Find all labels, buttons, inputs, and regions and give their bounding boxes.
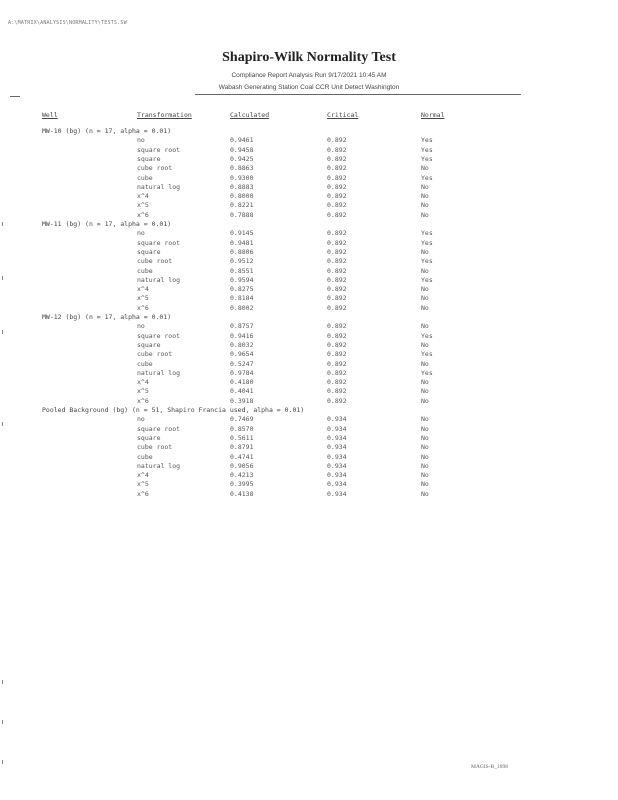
table-row [0, 229, 618, 238]
cell-critical: 0.892 [327, 387, 347, 396]
cell-transformation: x^4 [137, 192, 149, 201]
cell-critical: 0.934 [327, 480, 347, 489]
cell-calculated: 0.9300 [230, 173, 254, 182]
cell-critical: 0.892 [327, 359, 347, 368]
cell-calculated: 0.8757 [230, 322, 254, 331]
table-row [0, 490, 618, 499]
table-row [0, 369, 618, 378]
cell-critical: 0.892 [327, 396, 347, 405]
cell-critical: 0.892 [327, 229, 347, 238]
cell-critical: 0.892 [327, 173, 347, 182]
cell-calculated: 0.4138 [230, 489, 254, 498]
cell-normal: No [421, 489, 429, 498]
cell-calculated: 0.9512 [230, 257, 254, 266]
cell-normal: Yes [421, 257, 433, 266]
cell-transformation: cube root [137, 164, 173, 173]
table-row [0, 285, 618, 294]
cell-critical: 0.892 [327, 136, 347, 145]
cell-calculated: 0.8883 [230, 182, 254, 191]
cell-critical: 0.934 [327, 415, 347, 424]
cell-normal: No [421, 387, 429, 396]
cell-transformation: square [137, 433, 161, 442]
cell-calculated: 0.8275 [230, 285, 254, 294]
cell-normal: No [421, 182, 429, 191]
cell-normal: Yes [421, 350, 433, 359]
cell-calculated: 0.9425 [230, 154, 254, 163]
cell-critical: 0.892 [327, 275, 347, 284]
cell-critical: 0.892 [327, 303, 347, 312]
cell-transformation: x^4 [137, 378, 149, 387]
cell-calculated: 0.7888 [230, 210, 254, 219]
table-row [0, 239, 618, 248]
cell-normal: No [421, 378, 429, 387]
margin-mark [2, 760, 3, 764]
cell-normal: Yes [421, 229, 433, 238]
cell-transformation: no [137, 322, 145, 331]
table-row [0, 462, 618, 471]
cell-normal: No [421, 294, 429, 303]
cell-transformation: cube [137, 173, 153, 182]
cell-calculated: 0.8551 [230, 266, 254, 275]
cell-critical: 0.892 [327, 285, 347, 294]
table-row [0, 201, 618, 210]
cell-normal: No [421, 164, 429, 173]
cell-transformation: cube root [137, 257, 173, 266]
table-row [0, 192, 618, 201]
cell-calculated: 0.7469 [230, 415, 254, 424]
margin-mark [2, 720, 3, 724]
cell-calculated: 0.8806 [230, 247, 254, 256]
cell-calculated: 0.8863 [230, 164, 254, 173]
column-header-well: Well [42, 111, 58, 119]
cell-critical: 0.892 [327, 247, 347, 256]
cell-critical: 0.892 [327, 145, 347, 154]
cell-normal: No [421, 210, 429, 219]
cell-normal: No [421, 471, 429, 480]
cell-calculated: 0.9056 [230, 461, 254, 470]
table-row [0, 471, 618, 480]
report-subtitle-2: Wabash Generating Station Coal CCR Unit Detect Washington [218, 84, 400, 91]
cell-calculated: 0.4041 [230, 387, 254, 396]
cell-calculated: 0.4180 [230, 378, 254, 387]
cell-critical: 0.934 [327, 452, 347, 461]
cell-calculated: 0.8791 [230, 443, 254, 452]
cell-normal: No [421, 433, 429, 442]
table-row [0, 276, 618, 285]
margin-mark [2, 422, 3, 426]
cell-critical: 0.892 [327, 192, 347, 201]
table-row [0, 322, 618, 331]
cell-transformation: square [137, 247, 161, 256]
cell-transformation: natural log [137, 368, 181, 377]
cell-normal: Yes [421, 145, 433, 154]
cell-calculated: 0.9654 [230, 350, 254, 359]
cell-normal: No [421, 424, 429, 433]
cell-calculated: 0.4213 [230, 471, 254, 480]
cell-transformation: cube [137, 452, 153, 461]
table-row [0, 136, 618, 145]
cell-transformation: no [137, 415, 145, 424]
cell-calculated: 0.9594 [230, 275, 254, 284]
cell-transformation: cube [137, 266, 153, 275]
cell-critical: 0.892 [327, 331, 347, 340]
cell-critical: 0.892 [327, 238, 347, 247]
cell-transformation: natural log [137, 182, 181, 191]
margin-tick [10, 96, 20, 97]
cell-normal: No [421, 461, 429, 470]
margin-mark [2, 680, 3, 684]
table-row [0, 378, 618, 387]
header-divider [195, 94, 521, 95]
cell-normal: No [421, 303, 429, 312]
table-row [0, 415, 618, 424]
cell-critical: 0.934 [327, 433, 347, 442]
group-label: MW-10 (bg) (n = 17, alpha = 0.01) [42, 127, 172, 135]
column-header-critical: Critical [327, 111, 359, 119]
cell-calculated: 0.8000 [230, 192, 254, 201]
cell-critical: 0.892 [327, 322, 347, 331]
cell-transformation: cube root [137, 443, 173, 452]
cell-transformation: square root [137, 331, 181, 340]
cell-normal: Yes [421, 136, 433, 145]
cell-normal: Yes [421, 331, 433, 340]
cell-critical: 0.892 [327, 210, 347, 219]
table-row [0, 443, 618, 452]
cell-calculated: 0.9461 [230, 136, 254, 145]
table-row [0, 480, 618, 489]
table-row [0, 211, 618, 220]
cell-critical: 0.892 [327, 164, 347, 173]
group-label: MW-12 (bg) (n = 17, alpha = 0.01) [42, 313, 172, 321]
cell-normal: No [421, 322, 429, 331]
cell-normal: No [421, 192, 429, 201]
cell-transformation: square root [137, 238, 181, 247]
cell-calculated: 0.5247 [230, 359, 254, 368]
cell-normal: Yes [421, 275, 433, 284]
table-row [0, 257, 618, 266]
table-row [0, 350, 618, 359]
table-row [0, 248, 618, 257]
cell-transformation: square [137, 154, 161, 163]
cell-normal: No [421, 452, 429, 461]
cell-normal: No [421, 340, 429, 349]
cell-calculated: 0.5611 [230, 433, 254, 442]
table-row [0, 174, 618, 183]
cell-normal: Yes [421, 154, 433, 163]
table-row [0, 387, 618, 396]
cell-calculated: 0.9458 [230, 145, 254, 154]
table-row [0, 434, 618, 443]
table-row [0, 155, 618, 164]
cell-normal: Yes [421, 238, 433, 247]
cell-calculated: 0.9145 [230, 229, 254, 238]
cell-calculated: 0.3918 [230, 396, 254, 405]
cell-critical: 0.934 [327, 461, 347, 470]
cell-transformation: square root [137, 145, 181, 154]
table-row [0, 146, 618, 155]
table-row [0, 425, 618, 434]
cell-calculated: 0.4741 [230, 452, 254, 461]
cell-normal: Yes [421, 173, 433, 182]
cell-critical: 0.934 [327, 424, 347, 433]
cell-normal: No [421, 480, 429, 489]
table-row [0, 341, 618, 350]
cell-calculated: 0.8032 [230, 340, 254, 349]
cell-transformation: x^5 [137, 201, 149, 210]
cell-critical: 0.892 [327, 340, 347, 349]
cell-transformation: x^5 [137, 294, 149, 303]
document-footer-id: MAGIS-B_1898 [471, 764, 508, 770]
cell-normal: Yes [421, 368, 433, 377]
cell-calculated: 0.8570 [230, 424, 254, 433]
cell-normal: No [421, 443, 429, 452]
table-row [0, 453, 618, 462]
cell-transformation: no [137, 229, 145, 238]
cell-normal: No [421, 266, 429, 275]
table-row [0, 267, 618, 276]
margin-mark [2, 222, 3, 226]
column-header-calculated: Calculated [230, 111, 270, 119]
cell-calculated: 0.8221 [230, 201, 254, 210]
table-row [0, 332, 618, 341]
cell-calculated: 0.9784 [230, 368, 254, 377]
table-row [0, 183, 618, 192]
column-header-normal: Normal [421, 111, 445, 119]
column-header-transformation: Transformation [137, 111, 192, 119]
cell-calculated: 0.9416 [230, 331, 254, 340]
report-subtitle-1: Compliance Report Analysis Run 9/17/2021 10:45 AM [231, 72, 387, 79]
cell-critical: 0.892 [327, 350, 347, 359]
table-row [0, 294, 618, 303]
cell-transformation: x^4 [137, 285, 149, 294]
cell-normal: No [421, 415, 429, 424]
table-row [0, 397, 618, 406]
margin-mark [2, 276, 3, 280]
cell-critical: 0.892 [327, 257, 347, 266]
cell-normal: No [421, 247, 429, 256]
cell-critical: 0.892 [327, 182, 347, 191]
file-path-header: A:\MATRIX\ANALYSIS\NORMALITY\TESTS.SW [8, 20, 127, 26]
cell-transformation: x^6 [137, 396, 149, 405]
cell-transformation: square root [137, 424, 181, 433]
cell-critical: 0.892 [327, 154, 347, 163]
cell-normal: No [421, 396, 429, 405]
cell-transformation: x^6 [137, 489, 149, 498]
table-row [0, 360, 618, 369]
cell-calculated: 0.3995 [230, 480, 254, 489]
cell-transformation: square [137, 340, 161, 349]
cell-calculated: 0.8184 [230, 294, 254, 303]
cell-transformation: x^4 [137, 471, 149, 480]
table-row [0, 304, 618, 313]
cell-transformation: x^6 [137, 210, 149, 219]
cell-critical: 0.892 [327, 266, 347, 275]
group-label: MW-11 (bg) (n = 17, alpha = 0.01) [42, 220, 172, 228]
cell-normal: No [421, 285, 429, 294]
cell-transformation: natural log [137, 461, 181, 470]
cell-transformation: cube [137, 359, 153, 368]
cell-critical: 0.934 [327, 489, 347, 498]
cell-transformation: natural log [137, 275, 181, 284]
cell-calculated: 0.9481 [230, 238, 254, 247]
cell-transformation: x^5 [137, 387, 149, 396]
cell-critical: 0.934 [327, 471, 347, 480]
cell-transformation: x^5 [137, 480, 149, 489]
cell-critical: 0.892 [327, 378, 347, 387]
cell-critical: 0.892 [327, 294, 347, 303]
margin-mark [2, 330, 3, 334]
cell-critical: 0.892 [327, 201, 347, 210]
cell-critical: 0.934 [327, 443, 347, 452]
cell-normal: No [421, 201, 429, 210]
cell-transformation: cube root [137, 350, 173, 359]
cell-normal: No [421, 359, 429, 368]
report-title: Shapiro-Wilk Normality Test [222, 50, 396, 65]
cell-transformation: no [137, 136, 145, 145]
group-label: Pooled Background (bg) (n = 51, Shapiro Francia used, alpha = 0.01) [42, 406, 305, 414]
cell-transformation: x^6 [137, 303, 149, 312]
table-row [0, 164, 618, 173]
cell-calculated: 0.8002 [230, 303, 254, 312]
cell-critical: 0.892 [327, 368, 347, 377]
